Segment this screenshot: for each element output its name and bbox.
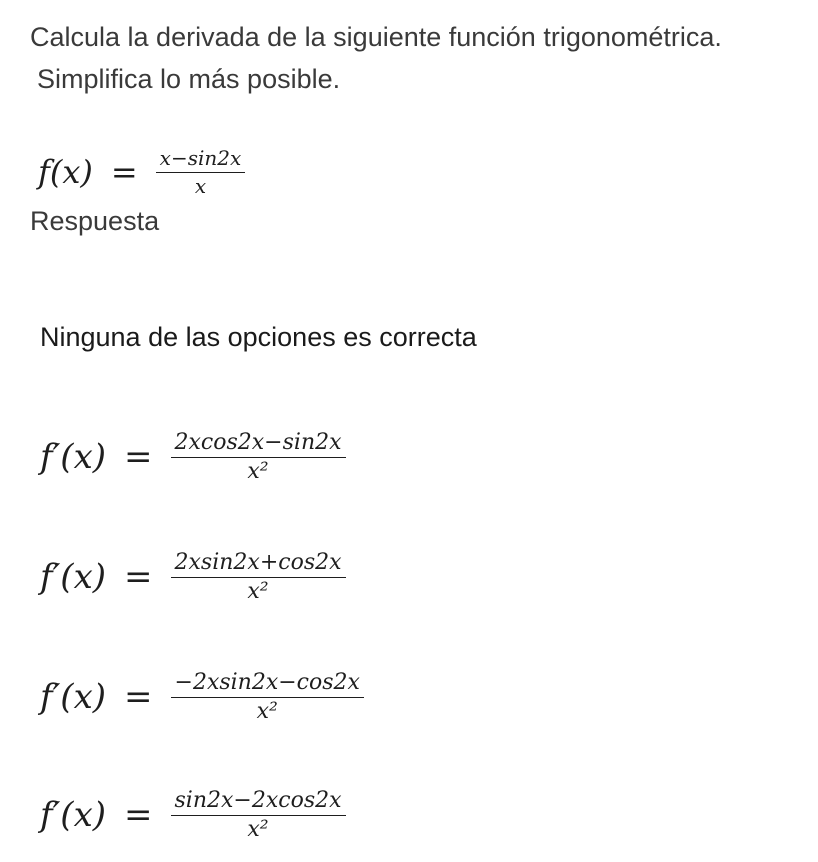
option-fraction: [171, 430, 346, 484]
option-denominator: x²: [247, 579, 269, 604]
option-lhs: f′(x): [40, 795, 107, 835]
function-formula: [38, 146, 245, 198]
option-fraction: [171, 550, 346, 604]
option-equals: =: [124, 677, 153, 717]
option-derivative-2[interactable]: [40, 550, 346, 604]
option-derivative-3[interactable]: [40, 670, 364, 724]
function-lhs: f(x): [38, 153, 93, 191]
option-fraction: [171, 670, 364, 724]
option-derivative-1[interactable]: [40, 430, 346, 484]
option-numerator: sin2x−2xcos2x: [171, 788, 346, 816]
option-denominator: x²: [247, 817, 269, 842]
option-lhs: f′(x): [40, 557, 107, 597]
question-line-2: Simplifica lo más posible.: [37, 64, 341, 94]
option-lhs: f′(x): [40, 437, 107, 477]
option-denominator: x²: [256, 699, 278, 724]
option-denominator: x²: [247, 459, 269, 484]
function-denominator: x: [194, 174, 207, 198]
option-numerator: 2xsin2x+cos2x: [171, 550, 346, 578]
function-numerator: x−sin2x: [156, 146, 246, 173]
option-derivative-4[interactable]: [40, 788, 346, 842]
option-equals: =: [124, 437, 153, 477]
option-numerator: 2xcos2x−sin2x: [171, 430, 346, 458]
option-lhs: f′(x): [40, 677, 107, 717]
option-equals: =: [124, 795, 153, 835]
question-line-1: Calcula la derivada de la siguiente función trigonométrica.: [30, 22, 722, 52]
function-fraction: [156, 146, 246, 198]
option-none-correct[interactable]: Ninguna de las opciones es correcta: [40, 322, 477, 352]
answer-label: Respuesta: [30, 206, 160, 236]
function-equals: =: [110, 153, 138, 191]
option-equals: =: [124, 557, 153, 597]
option-fraction: [171, 788, 346, 842]
option-numerator: −2xsin2x−cos2x: [171, 670, 364, 698]
